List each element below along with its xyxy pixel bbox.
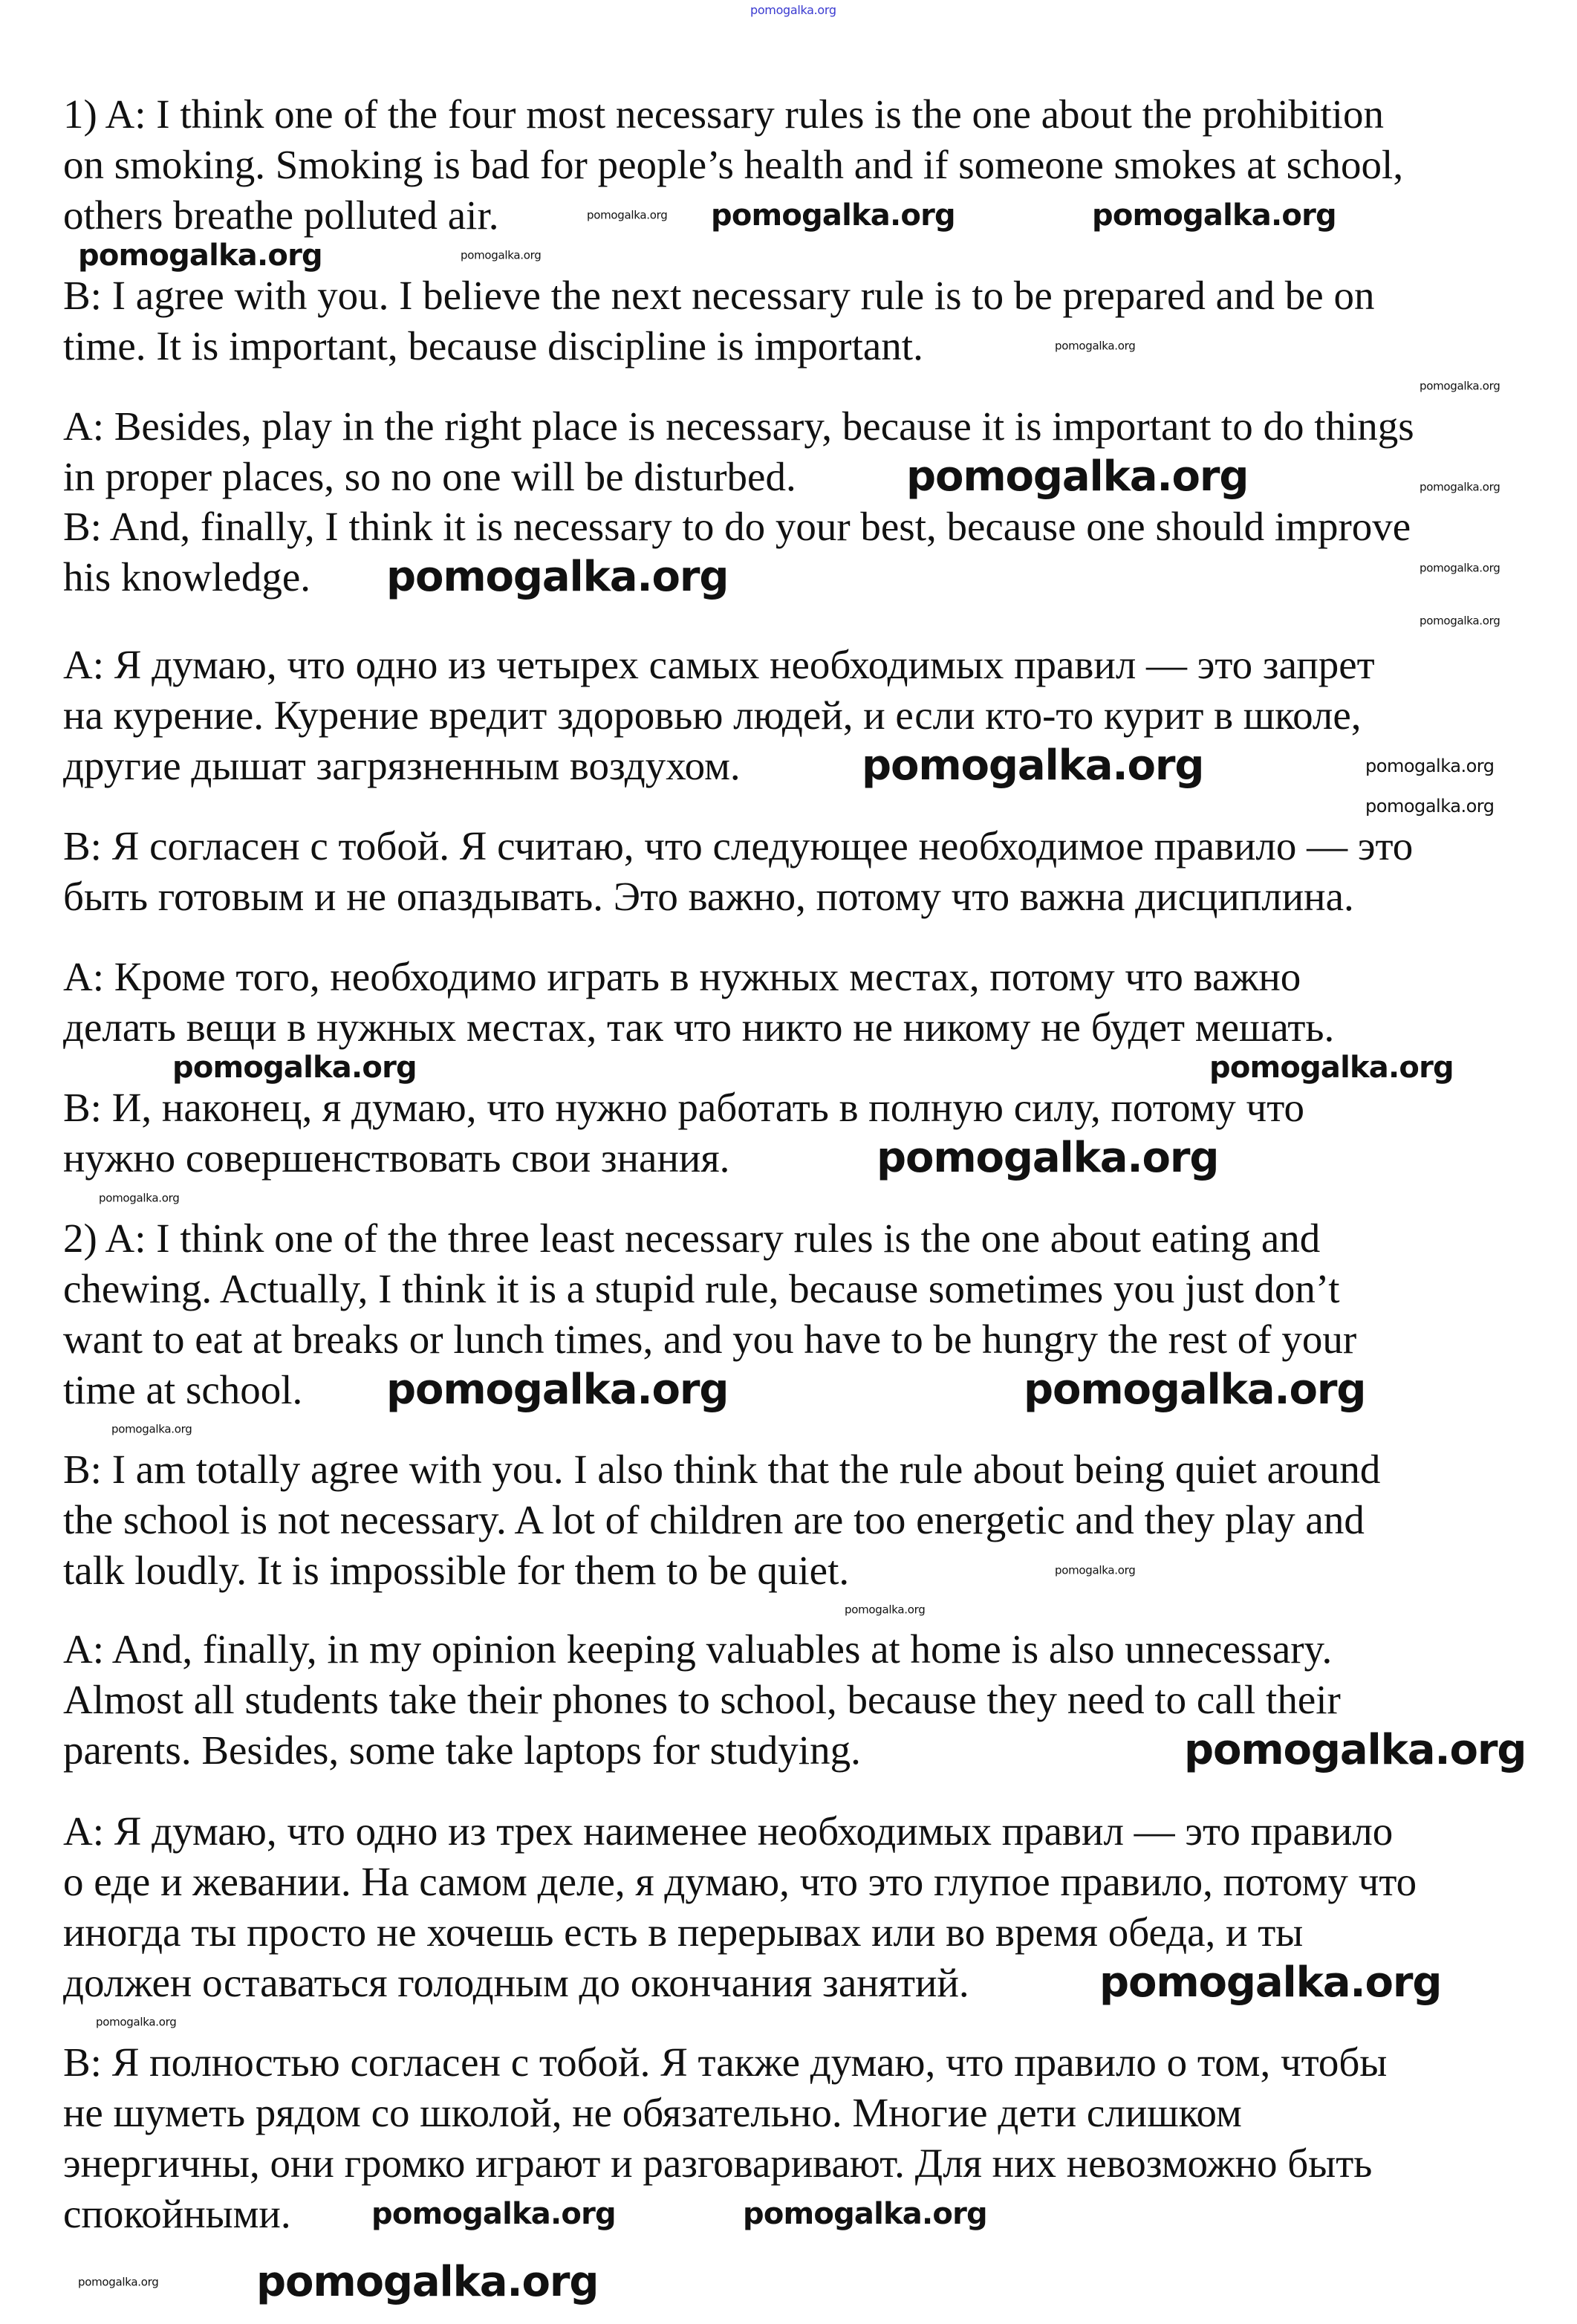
- text-line: B: Я согласен с тобой. Я считаю, что следующее необходимое правило — это: [63, 823, 1414, 869]
- text-line: A: Я думаю, что одно из четырех самых необходимых правил — это запрет: [63, 642, 1375, 687]
- watermark: pomogalka.org: [1099, 1958, 1442, 2007]
- text-line: in proper places, so no one will be disturbed.: [63, 454, 796, 499]
- watermark: pomogalka.org: [1365, 756, 1495, 776]
- watermark: pomogalka.org: [845, 1603, 926, 1617]
- text-line: B: Я полностью согласен с тобой. Я также думаю, что правило о том, чтобы: [63, 2039, 1388, 2085]
- watermark: pomogalka.org: [78, 238, 322, 273]
- watermark: pomogalka.org: [1420, 379, 1500, 393]
- watermark: pomogalka.org: [1209, 1051, 1454, 1085]
- dialogue-paragraph: [63, 2037, 1387, 2239]
- text-line: нужно совершенствовать свои знания.: [63, 1135, 730, 1181]
- text-line: иногда ты просто не хочешь есть в перерывах или во время обеда, и ты: [63, 1909, 1304, 1955]
- watermark: pomogalka.org: [1420, 480, 1500, 494]
- watermark: pomogalka.org: [1024, 1366, 1366, 1414]
- text-line: A: And, finally, in my opinion keeping valuables at home is also unnecessary.: [63, 1626, 1333, 1672]
- text-line: on smoking. Smoking is bad for people’s health and if someone smokes at school,: [63, 142, 1404, 187]
- watermark: pomogalka.org: [862, 741, 1204, 790]
- watermark: pomogalka.org: [461, 248, 542, 262]
- watermark: pomogalka.org: [371, 2197, 616, 2231]
- watermark: pomogalka.org: [172, 1051, 417, 1085]
- watermark: pomogalka.org: [99, 1191, 180, 1205]
- text-line: talk loudly. It is impossible for them to be quiet.: [63, 1548, 850, 1593]
- dialogue-paragraph: [63, 1624, 1341, 1776]
- dialogue-paragraph: [63, 1444, 1380, 1596]
- text-line: быть готовым и не опаздывать. Это важно, потому что важна дисциплина.: [63, 874, 1354, 919]
- dialogue-paragraph: [63, 952, 1334, 1053]
- watermark: pomogalka.org: [1092, 198, 1336, 233]
- watermark: pomogalka.org: [1420, 614, 1500, 628]
- watermark-header: pomogalka.org: [750, 3, 836, 17]
- text-line: chewing. Actually, I think it is a stupid rule, because sometimes you just don’t: [63, 1266, 1340, 1311]
- text-line: time at school.: [63, 1367, 303, 1412]
- dialogue-paragraph: [63, 502, 1411, 603]
- text-line: parents. Besides, some take laptops for studying.: [63, 1727, 861, 1773]
- watermark: pomogalka.org: [1365, 796, 1495, 817]
- text-line: B: И, наконец, я думаю, что нужно работать в полную силу, потому что: [63, 1085, 1305, 1130]
- text-line: Almost all students take their phones to school, because they need to call their: [63, 1677, 1341, 1722]
- text-line: другие дышат загрязненным воздухом.: [63, 743, 741, 788]
- watermark: pomogalka.org: [587, 208, 668, 222]
- text-line: 1) A: I think one of the four most necessary rules is the one about the prohibition: [63, 91, 1384, 137]
- watermark: pomogalka.org: [111, 1422, 192, 1436]
- text-line: делать вещи в нужных местах, так что никто не никому не будет мешать.: [63, 1004, 1335, 1050]
- text-line: his knowledge.: [63, 554, 311, 600]
- dialogue-paragraph: [63, 270, 1374, 371]
- text-line: энергичны, они громко играют и разговаривают. Для них невозможно быть: [63, 2140, 1373, 2186]
- watermark: pomogalka.org: [743, 2197, 987, 2231]
- watermark: pomogalka.org: [78, 2275, 159, 2289]
- watermark: pomogalka.org: [711, 198, 955, 233]
- text-line: на курение. Курение вредит здоровью людей, и если кто-то курит в школе,: [63, 692, 1362, 738]
- watermark: pomogalka.org: [1420, 561, 1500, 575]
- watermark: pomogalka.org: [1055, 339, 1136, 353]
- text-line: the school is not necessary. A lot of children are too energetic and they play and: [63, 1497, 1365, 1542]
- watermark: pomogalka.org: [386, 1366, 729, 1414]
- dialogue-paragraph: [63, 821, 1413, 922]
- text-line: want to eat at breaks or lunch times, and you have to be hungry the rest of your: [63, 1317, 1357, 1362]
- text-line: 2) A: I think one of the three least necessary rules is the one about eating and: [63, 1215, 1321, 1261]
- text-line: A: Besides, play in the right place is necessary, because it is important to do things: [63, 403, 1414, 449]
- watermark: pomogalka.org: [256, 2258, 599, 2306]
- watermark: pomogalka.org: [906, 452, 1249, 501]
- text-line: A: Кроме того, необходимо играть в нужных местах, потому что важно: [63, 954, 1301, 999]
- text-line: A: Я думаю, что одно из трех наименее необходимых правил — это правило: [63, 1808, 1394, 1854]
- text-line: не шуметь рядом со школой, не обязательно. Многие дети слишком: [63, 2090, 1242, 2135]
- text-line: спокойными.: [63, 2191, 291, 2236]
- watermark: pomogalka.org: [1055, 1563, 1136, 1577]
- text-line: B: I agree with you. I believe the next necessary rule is to be prepared and be on: [63, 273, 1375, 318]
- text-line: о еде и жевании. На самом деле, я думаю, что это глупое правило, потому что: [63, 1859, 1417, 1904]
- watermark: pomogalka.org: [877, 1134, 1219, 1182]
- watermark: pomogalka.org: [386, 553, 729, 601]
- text-line: должен оставаться голодным до окончания занятий.: [63, 1960, 969, 2005]
- watermark: pomogalka.org: [1184, 1726, 1526, 1774]
- text-line: others breathe polluted air.: [63, 192, 499, 238]
- text-line: B: And, finally, I think it is necessary to do your best, because one should improve: [63, 504, 1411, 549]
- text-line: B: I am totally agree with you. I also think that the rule about being quiet around: [63, 1447, 1381, 1492]
- watermark: pomogalka.org: [96, 2015, 177, 2029]
- text-line: time. It is important, because discipline is important.: [63, 323, 923, 369]
